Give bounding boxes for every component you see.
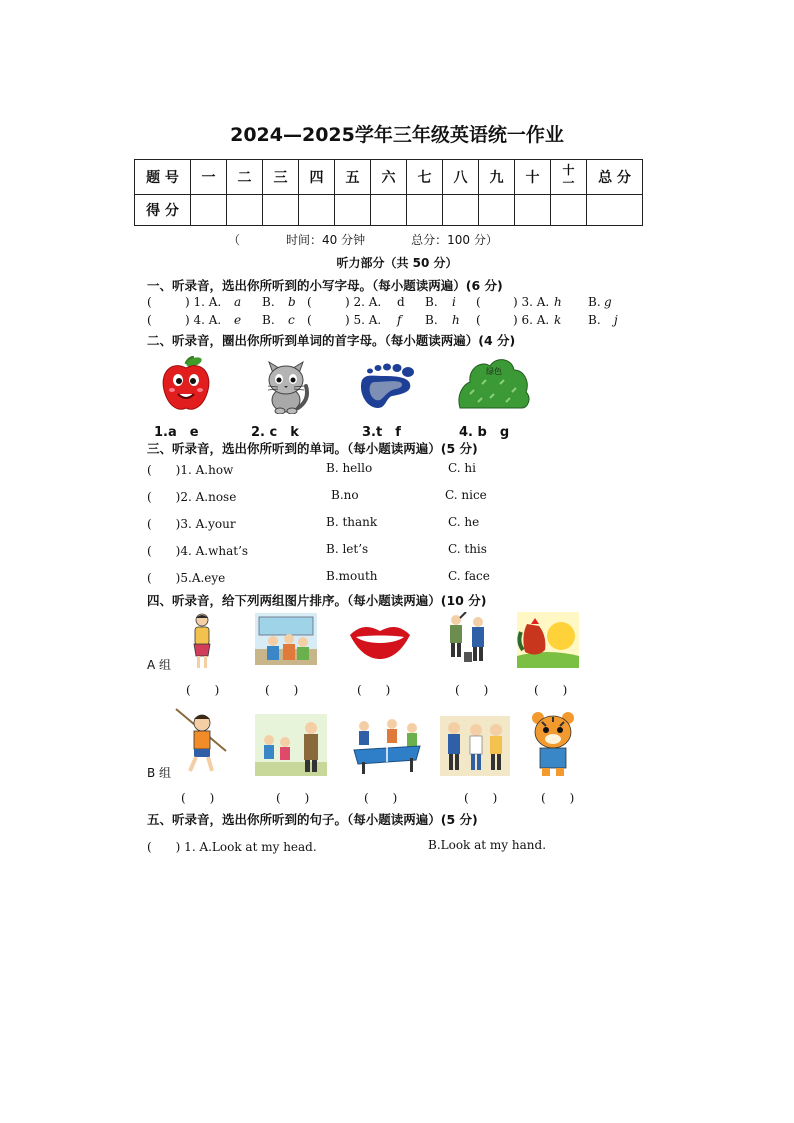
sec3-option-c: C. nice xyxy=(445,488,487,502)
sec2-item-1: 1.a e xyxy=(154,425,199,440)
score-header-cell: 总 分 xyxy=(587,160,643,195)
children-meeting-picture xyxy=(440,716,510,776)
group-a-answer-3[interactable]: ( ) xyxy=(357,683,391,697)
score-header-cell: 题 号 xyxy=(135,160,191,195)
teacher-students-picture xyxy=(255,714,327,776)
section-4-title: 四、听录音，给下列两组图片排序。（每小题读两遍）(10 分) xyxy=(147,593,487,608)
score-cell xyxy=(443,195,479,226)
foot-picture xyxy=(352,362,418,412)
question-number: ) 1. A. xyxy=(185,295,222,309)
exam-info xyxy=(228,231,544,248)
option-b-label: B. xyxy=(425,295,438,309)
sec3-option-b: B.no xyxy=(331,488,359,502)
woman-picture xyxy=(188,612,216,670)
rooster-sunrise-picture xyxy=(517,612,579,668)
section-2-title: 二、听录音，圈出你所听到单词的首字母。（每小题读两遍）(4 分) xyxy=(147,333,516,348)
group-a-answer-1[interactable]: ( ) xyxy=(186,683,220,697)
score-cell xyxy=(335,195,371,226)
time-info: 时间：40 分钟 xyxy=(286,233,366,247)
sec2-item-3: 3.t f xyxy=(362,425,401,440)
sec3-question-5[interactable]: ( )5.A.eye xyxy=(147,571,226,585)
group-b-answer-4[interactable]: ( ) xyxy=(464,791,498,805)
score-header-cell: 九 xyxy=(479,160,515,195)
score-header-cell: 十 xyxy=(515,160,551,195)
sec3-option-c: C. hi xyxy=(448,461,476,475)
question-paren[interactable]: ( xyxy=(307,313,312,327)
score-cell xyxy=(407,195,443,226)
apple-picture xyxy=(160,356,212,414)
option-b: c xyxy=(288,313,295,327)
question-number: ) 4. A. xyxy=(185,313,222,327)
sec3-question-1[interactable]: ( )1. A.how xyxy=(147,463,234,477)
option-b-label: B. xyxy=(262,295,275,309)
sec3-question-2[interactable]: ( )2. A.nose xyxy=(147,490,237,504)
sec5-question-1[interactable]: ( ) 1. A.Look at my head. xyxy=(147,840,317,854)
option-b-label: B. xyxy=(425,313,438,327)
question-number: ) 6. A. xyxy=(513,313,550,327)
option-a: a xyxy=(234,295,242,309)
question-number: ) 2. A. xyxy=(345,295,382,309)
section-3-title: 三、听录音，选出你所听到的单词。（每小题读两遍）(5 分) xyxy=(147,441,478,456)
question-paren[interactable]: ( xyxy=(147,313,152,327)
group-a-label: A 组 xyxy=(147,658,172,672)
sec3-option-b: B. let’s xyxy=(326,542,369,556)
score-header-cell: 八 xyxy=(443,160,479,195)
group-a-answer-4[interactable]: ( ) xyxy=(455,683,489,697)
option-b: g xyxy=(604,295,612,309)
score-cell xyxy=(587,195,643,226)
sec2-item-4: 4. b g xyxy=(459,425,510,440)
score-header-cell: 五 xyxy=(335,160,371,195)
score-row-label: 得 分 xyxy=(135,195,191,226)
bush-label: 绿色 xyxy=(486,367,502,376)
score-cell xyxy=(299,195,335,226)
listening-part-title: 听力部分（共 50 分） xyxy=(336,256,458,270)
score-cell xyxy=(515,195,551,226)
score-cell xyxy=(479,195,515,226)
question-paren[interactable]: ( xyxy=(476,313,481,327)
score-header-cell: 七 xyxy=(407,160,443,195)
score-cell xyxy=(371,195,407,226)
group-b-answer-3[interactable]: ( ) xyxy=(364,791,398,805)
score-cell xyxy=(191,195,227,226)
group-a-answer-5[interactable]: ( ) xyxy=(534,683,568,697)
score-cell xyxy=(227,195,263,226)
score-header-cell: 四 xyxy=(299,160,335,195)
sec3-option-b: B. hello xyxy=(326,461,373,475)
info-open: （ xyxy=(228,233,241,247)
option-b-label: B. xyxy=(588,313,601,327)
sec2-item-2: 2. c k xyxy=(251,425,299,440)
score-header-cell: 二 xyxy=(227,160,263,195)
score-cell xyxy=(551,195,587,226)
ping-pong-picture xyxy=(352,716,422,776)
option-b-label: B. xyxy=(588,295,601,309)
option-a: d xyxy=(397,295,405,309)
sec5-option-b: B.Look at my hand. xyxy=(428,838,547,852)
classroom-picture xyxy=(255,613,317,665)
group-a-answer-2[interactable]: ( ) xyxy=(265,683,299,697)
score-header-cell: 十一 xyxy=(551,160,587,195)
score-cell xyxy=(263,195,299,226)
score-header-cell: 三 xyxy=(263,160,299,195)
option-a: f xyxy=(397,313,402,327)
section-5-title: 五、听录音，选出你所听到的句子。（每小题读两遍）(5 分) xyxy=(147,812,478,827)
option-b: j xyxy=(614,313,618,327)
greeting-picture xyxy=(444,612,492,666)
sec3-option-c: C. he xyxy=(448,515,480,529)
sec3-option-c: C. this xyxy=(448,542,487,556)
group-b-answer-1[interactable]: ( ) xyxy=(181,791,215,805)
question-paren[interactable]: ( xyxy=(476,295,481,309)
question-number: ) 5. A. xyxy=(345,313,382,327)
option-b: h xyxy=(452,313,460,327)
boy-javelin-picture xyxy=(172,705,228,775)
option-b: i xyxy=(452,295,456,309)
section-1-title: 一、听录音，选出你所听到的小写字母。（每小题读两遍）(6 分) xyxy=(147,278,503,293)
option-b-label: B. xyxy=(262,313,275,327)
sec3-option-b: B. thank xyxy=(326,515,378,529)
question-paren[interactable]: ( xyxy=(147,295,152,309)
lips-picture xyxy=(348,621,412,661)
option-a: e xyxy=(234,313,242,327)
score-header-cell: 一 xyxy=(191,160,227,195)
sec3-question-4[interactable]: ( )4. A.what’s xyxy=(147,544,249,558)
bush-picture xyxy=(456,354,532,412)
score-table xyxy=(134,159,643,226)
option-a: h xyxy=(554,295,562,309)
group-b-label: B 组 xyxy=(147,766,172,780)
page-title: 2024—2025学年三年级英语统一作业 xyxy=(230,124,564,146)
score-header-cell: 六 xyxy=(371,160,407,195)
option-b: b xyxy=(288,295,296,309)
question-number: ) 3. A. xyxy=(513,295,550,309)
cat-picture xyxy=(262,356,312,414)
total-info: 总分：100 分） xyxy=(411,233,498,247)
option-a: k xyxy=(554,313,562,327)
sec3-question-3[interactable]: ( )3. A.your xyxy=(147,517,236,531)
sec3-option-c: C. face xyxy=(448,569,490,583)
group-b-answer-2[interactable]: ( ) xyxy=(276,791,310,805)
sec3-option-b: B.mouth xyxy=(326,569,378,583)
tiger-picture xyxy=(528,708,578,778)
group-b-answer-5[interactable]: ( ) xyxy=(541,791,575,805)
question-paren[interactable]: ( xyxy=(307,295,312,309)
